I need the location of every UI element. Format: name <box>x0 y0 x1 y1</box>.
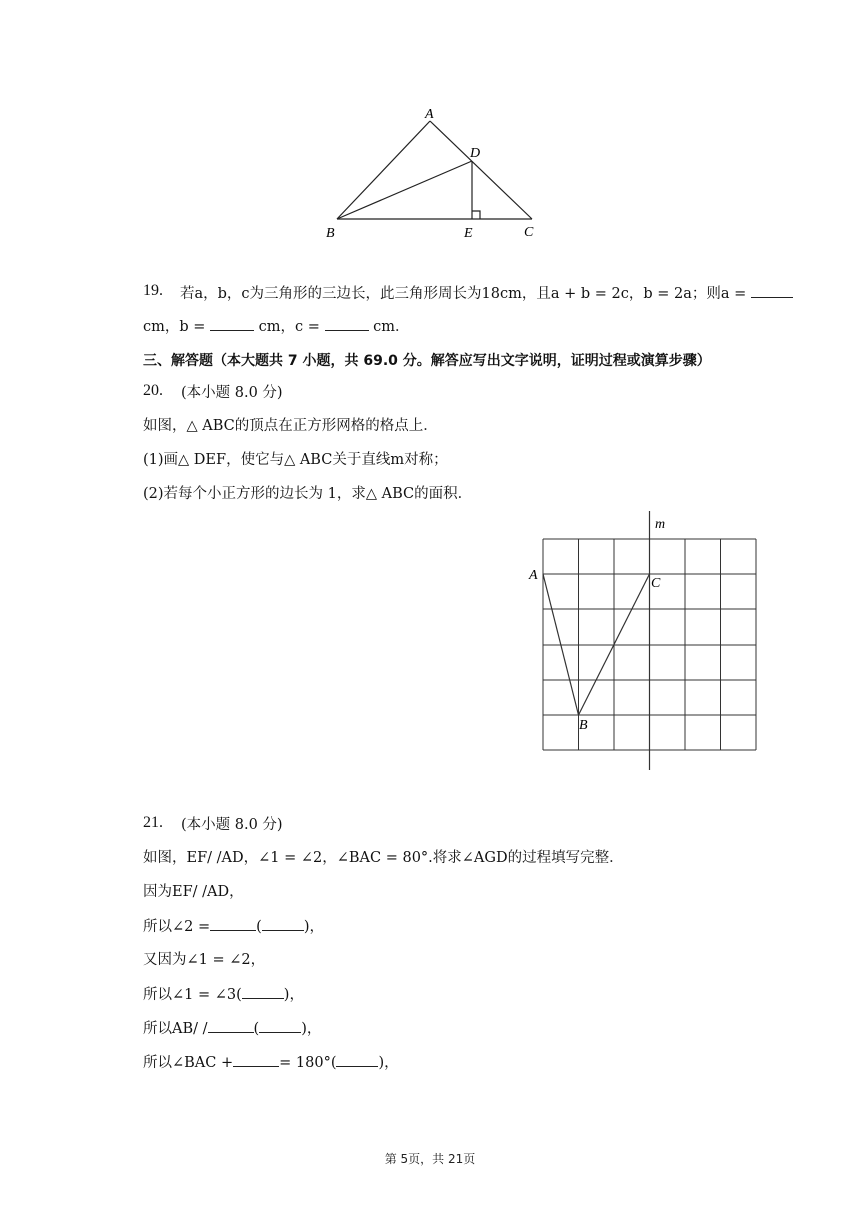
q20-part2: (2)若每个小正方形的边长为 1，求△ ABC的面积． <box>143 486 473 502</box>
q19-blank-c[interactable] <box>325 316 369 331</box>
q21-line2-text: 所以∠2 = <box>143 919 211 935</box>
q19-unit-2: cm，c = <box>258 319 320 335</box>
q20-number: 20. <box>143 382 163 399</box>
q21-score: (本小题 8.0 分) <box>181 817 283 833</box>
q21-blank-7[interactable] <box>336 1052 378 1067</box>
q19-text: 若a，b，c为三角形的三边长，此三角形周长为18cm，且a + b = 2c，b = 2a；则a = <box>180 286 747 302</box>
q20-intro: 如图，△ ABC的顶点在正方形网格的格点上． <box>143 418 438 434</box>
q21-line5-text: 所以AB/ / <box>143 1021 208 1037</box>
q21-line2-paren-open: ( <box>256 919 262 935</box>
q21-line5-paren-close: )， <box>301 1021 322 1037</box>
q19-number: 19. <box>143 282 163 299</box>
q21-blank-6[interactable] <box>233 1052 279 1067</box>
q21-blank-4[interactable] <box>208 1018 254 1033</box>
label-m: m <box>655 517 666 532</box>
q21-line5-paren-open: ( <box>253 1021 260 1037</box>
q21-blank-2[interactable] <box>262 916 304 931</box>
q20-part1: (1)画△ DEF，使它与△ ABC关于直线m对称； <box>143 452 448 468</box>
q21-line5 <box>143 1018 321 1039</box>
page-footer: 第 5页，共 21页 <box>384 1152 476 1166</box>
label-grid-c: C <box>651 576 661 591</box>
q21-number: 21. <box>143 814 163 831</box>
q21-line4 <box>143 984 304 1005</box>
q19-line1 <box>180 283 793 304</box>
q21-blank-5[interactable] <box>259 1018 301 1033</box>
q21-intro: 如图，EF/ /AD，∠1 = ∠2，∠BAC = 80°.将求∠AGD的过程填写完整． <box>143 850 624 866</box>
label-grid-a: A <box>529 568 538 583</box>
q21-line6 <box>143 1052 399 1073</box>
q21-blank-3[interactable] <box>242 984 284 999</box>
q20-score: (本小题 8.0 分) <box>181 385 283 401</box>
q21-line6-mid: = 180°( <box>279 1055 337 1071</box>
q21-line2 <box>143 916 324 937</box>
grid-figure <box>525 508 765 772</box>
q21-line1: 因为EF/ /AD， <box>143 884 244 900</box>
q19-unit-3: cm． <box>373 319 410 335</box>
q21-blank-1[interactable] <box>210 916 256 931</box>
q19-line2 <box>143 316 409 337</box>
triangle-figure <box>320 100 550 245</box>
q21-line4-paren-close: )， <box>283 987 304 1003</box>
label-b: B <box>326 226 335 241</box>
q21-line6-text: 所以∠BAC + <box>143 1055 234 1071</box>
q21-line3: 又因为∠1 = ∠2， <box>143 952 266 968</box>
q19-blank-a[interactable] <box>751 283 793 298</box>
label-a: A <box>425 107 434 122</box>
label-grid-b: B <box>579 718 588 733</box>
label-c: C <box>524 225 534 240</box>
q21-line4-text: 所以∠1 = ∠3( <box>143 987 242 1003</box>
label-e: E <box>464 226 473 241</box>
section-heading: 三、解答题（本大题共 7 小题，共 69.0 分。解答应写出文字说明，证明过程或演算步骤） <box>143 353 711 369</box>
q21-line6-paren-close: )， <box>378 1055 399 1071</box>
q21-line2-paren-close: )， <box>303 919 324 935</box>
q19-unit-1: cm，b = <box>143 319 206 335</box>
q19-blank-b[interactable] <box>210 316 254 331</box>
label-d: D <box>470 146 481 161</box>
